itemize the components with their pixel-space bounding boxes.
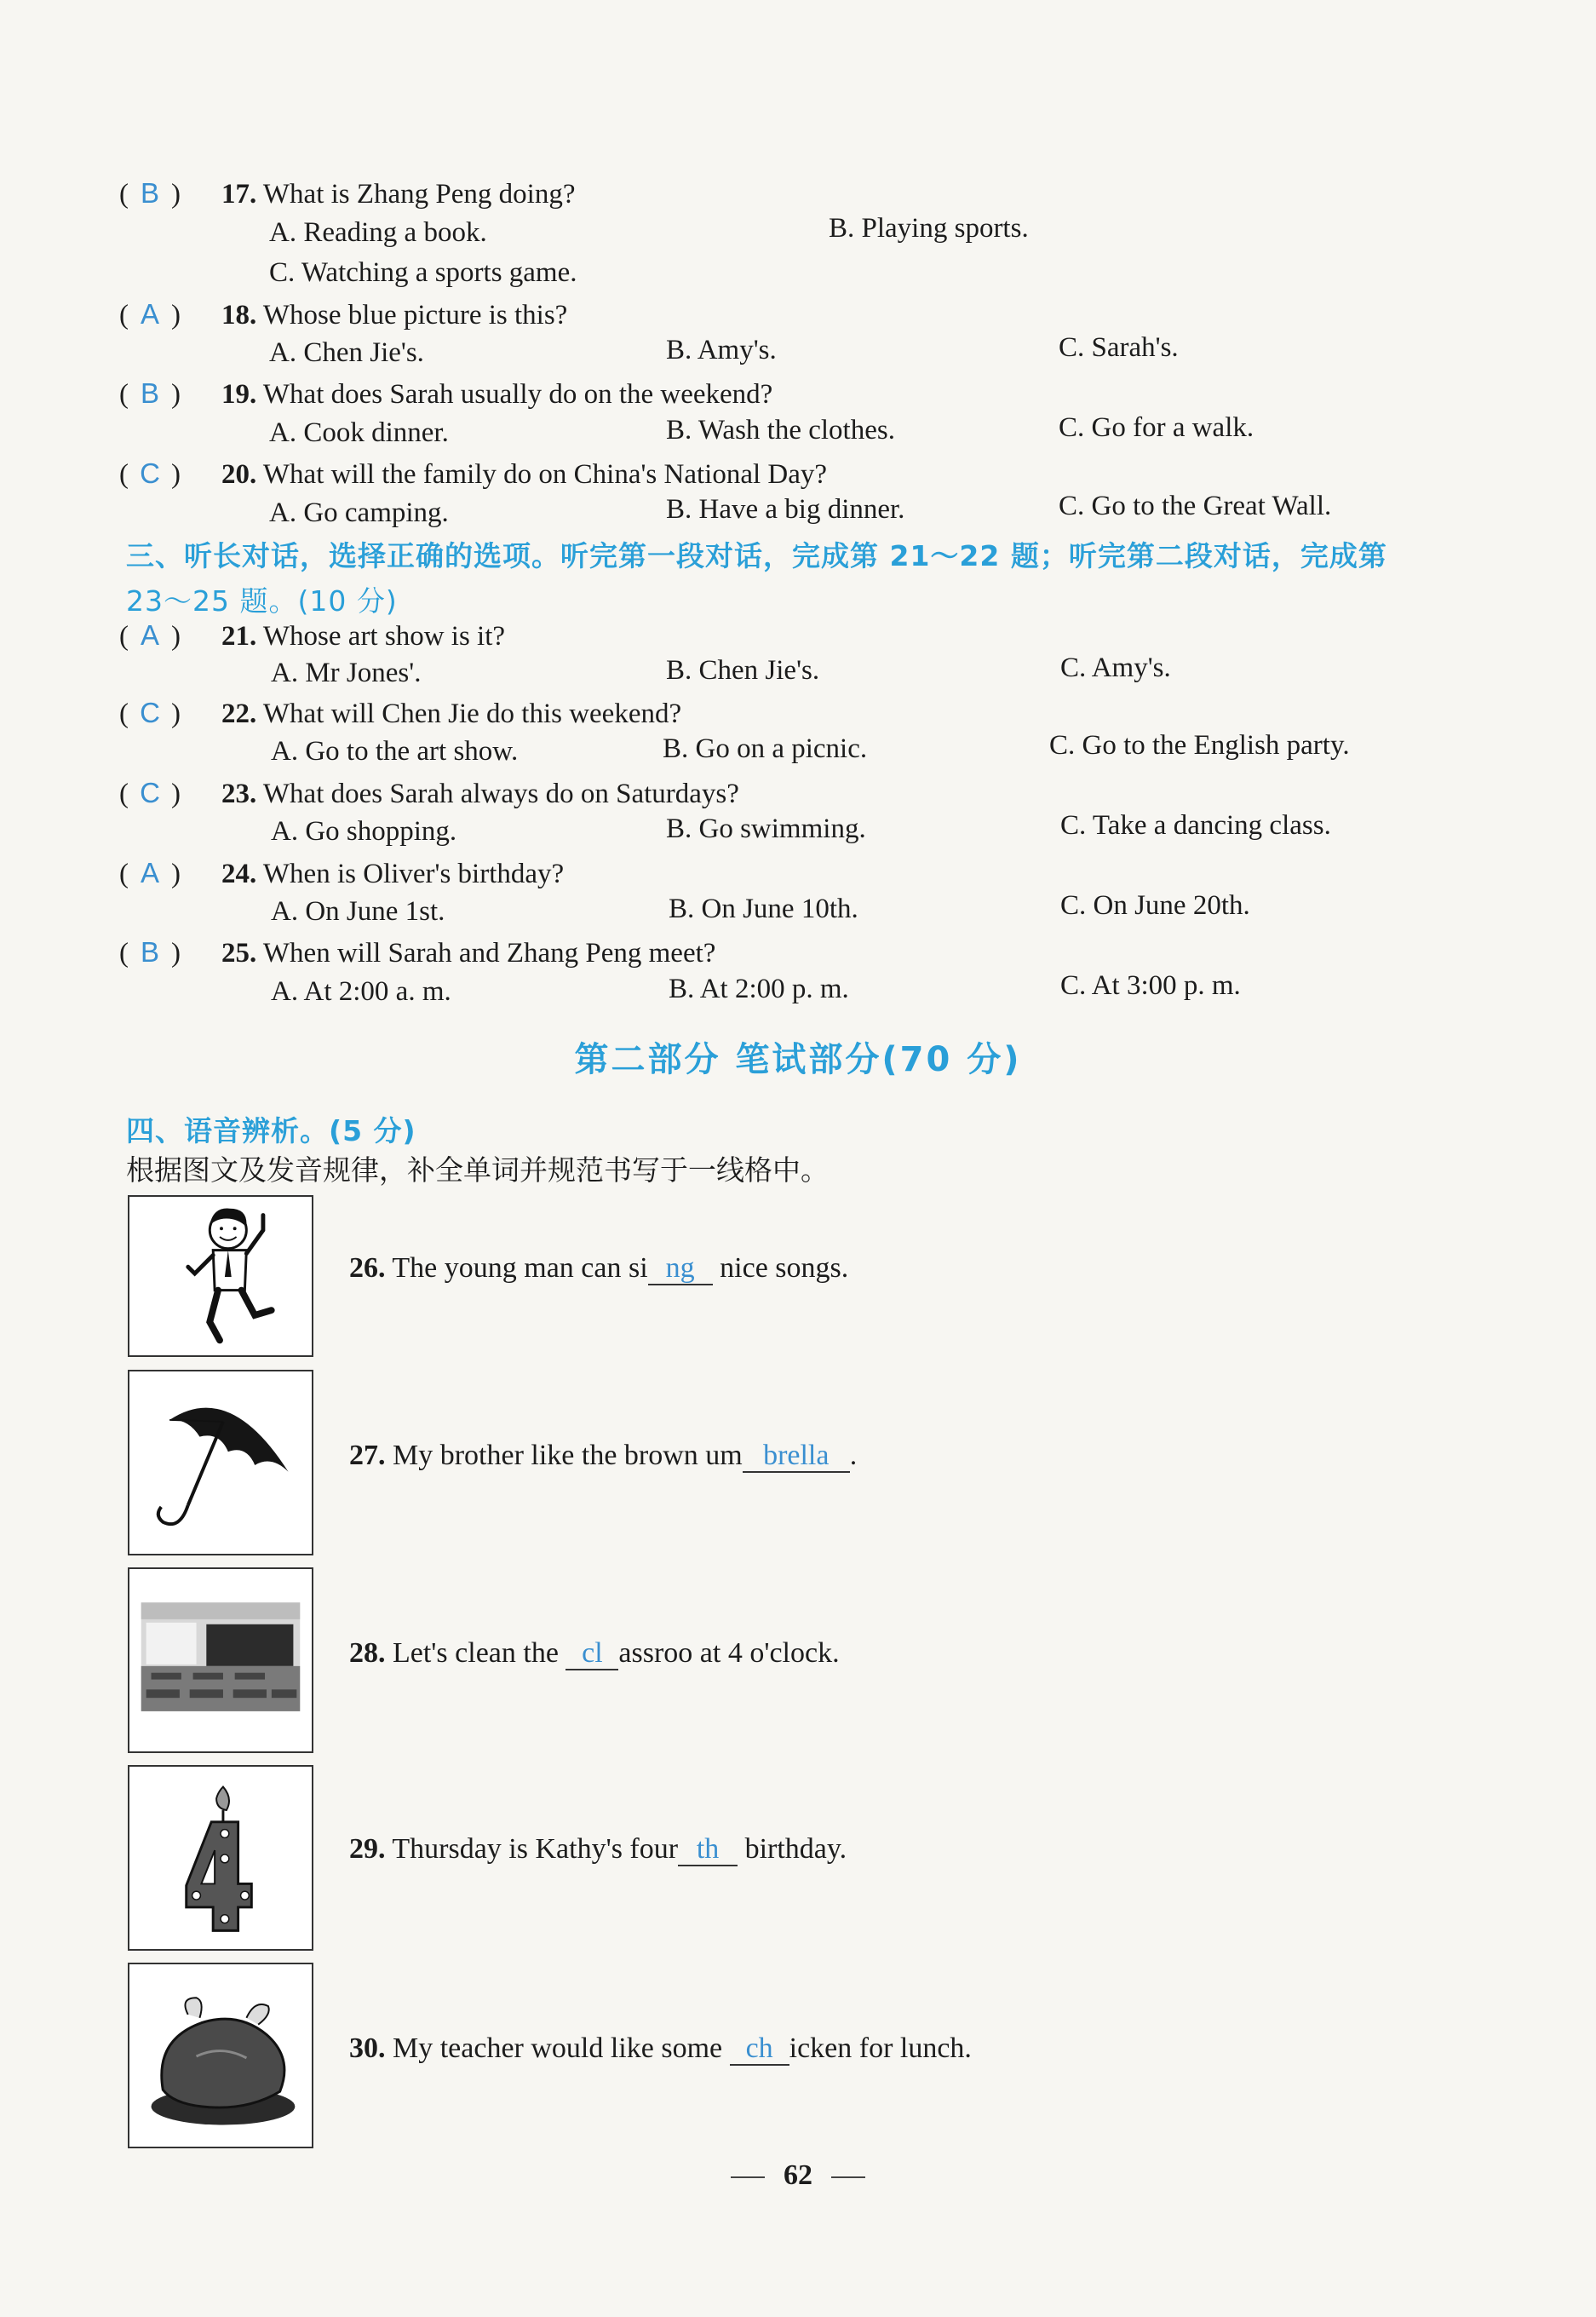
question-18: ( A ) 18. Whose blue picture is this? <box>119 298 568 331</box>
option-b: B. At 2:00 p. m. <box>669 974 849 1004</box>
option-c: C. On June 20th. <box>1060 890 1250 921</box>
question-number: 24 <box>221 859 250 889</box>
answer-blank-30: ch <box>730 2032 789 2066</box>
question-number: 19 <box>221 379 250 410</box>
option-a: A. Chen Jie's. <box>269 337 424 368</box>
roast-chicken-icon <box>129 1964 312 2147</box>
answer-blank-28: cl <box>565 1637 618 1670</box>
item-text-after: birthday. <box>744 1833 847 1865</box>
option-b: B. On June 10th. <box>669 894 858 924</box>
option-c: C. Go for a walk. <box>1059 412 1254 443</box>
option-c: C. Amy's. <box>1060 653 1171 683</box>
option-c: C. Watching a sports game. <box>269 257 577 288</box>
answer-21: A <box>140 619 159 651</box>
picture-28 <box>128 1567 313 1753</box>
question-23: ( C ) 23. What does Sarah always do on Saturdays? <box>119 777 739 809</box>
dancing-boy-icon <box>129 1197 312 1355</box>
option-a: A. Reading a book. <box>269 217 487 248</box>
answer-19: B <box>140 377 159 409</box>
option-a: A. On June 1st. <box>271 896 445 927</box>
question-number: 18 <box>221 300 250 331</box>
item-text-before: The young man can si <box>392 1252 648 1284</box>
answer-20: C <box>140 457 160 489</box>
option-a: A. Mr Jones'. <box>271 658 422 688</box>
item-text-before: My brother like the brown um <box>393 1440 743 1471</box>
question-text: What does Sarah usually do on the weekend? <box>262 379 773 410</box>
question-text: Whose blue picture is this? <box>262 300 568 331</box>
dash-right <box>831 2176 865 2178</box>
question-text: When will Sarah and Zhang Peng meet? <box>262 938 716 969</box>
option-c: C. At 3:00 p. m. <box>1060 970 1241 1001</box>
item-number: 28. <box>349 1637 386 1669</box>
answer-17: B <box>140 177 159 209</box>
question-24: ( A ) 24. When is Oliver's birthday? <box>119 857 565 889</box>
question-number: 25 <box>221 938 250 969</box>
item-text-before: Thursday is Kathy's four <box>392 1833 679 1865</box>
option-b: B. Go swimming. <box>666 814 866 844</box>
section-3-heading-line2: 23～25 题。(10 分) <box>126 584 398 618</box>
phonics-item-29 <box>349 1833 847 1866</box>
dash-left <box>731 2176 765 2178</box>
option-c: C. Sarah's. <box>1059 332 1179 363</box>
item-number: 29. <box>349 1833 386 1865</box>
picture-30 <box>128 1963 313 2148</box>
option-c: C. Go to the Great Wall. <box>1059 491 1332 521</box>
question-text: What will Chen Jie do this weekend? <box>262 699 682 729</box>
answer-18: A <box>140 298 159 330</box>
question-text: What does Sarah always do on Saturdays? <box>262 779 739 809</box>
question-17: ( B ) 17. What is Zhang Peng doing? <box>119 177 576 210</box>
item-text-after: assroo at 4 o'clock. <box>618 1637 840 1669</box>
option-a: A. Go camping. <box>269 497 449 528</box>
option-b: B. Wash the clothes. <box>666 415 895 446</box>
question-number: 17 <box>221 179 250 210</box>
question-text: Whose art show is it? <box>262 621 506 652</box>
option-a: A. Go shopping. <box>271 816 457 847</box>
item-number: 30. <box>349 2032 386 2064</box>
page-number <box>0 2159 1596 2192</box>
item-text-after: . <box>849 1440 858 1471</box>
option-a: A. Go to the art show. <box>271 736 519 767</box>
item-number: 27. <box>349 1440 386 1471</box>
page-number-text: 62 <box>784 2159 812 2191</box>
question-text: What will the family do on China's National Day? <box>262 459 828 490</box>
question-number: 22 <box>221 699 250 729</box>
picture-27 <box>128 1370 313 1555</box>
question-text: What is Zhang Peng doing? <box>262 179 576 210</box>
answer-22: C <box>140 697 160 728</box>
candle-four-icon <box>129 1767 312 1949</box>
option-b: B. Chen Jie's. <box>666 655 820 686</box>
option-b: B. Go on a picnic. <box>663 733 868 764</box>
option-c: C. Go to the English party. <box>1049 730 1350 761</box>
answer-blank-26: ng <box>648 1252 713 1285</box>
question-number: 21 <box>221 621 250 652</box>
phonics-item-27 <box>349 1440 857 1473</box>
answer-blank-27: brella <box>743 1440 850 1473</box>
question-22: ( C ) 22. What will Chen Jie do this weekend? <box>119 697 682 729</box>
question-number: 20 <box>221 459 250 490</box>
item-number: 26. <box>349 1252 386 1284</box>
picture-29 <box>128 1765 313 1951</box>
question-21: ( A ) 21. Whose art show is it? <box>119 619 506 652</box>
section-4-heading: 四、语音辨析。(5 分) <box>126 1114 416 1147</box>
item-text-after: nice songs. <box>720 1252 849 1284</box>
section-3-heading-line1: 三、听长对话，选择正确的选项。听完第一段对话，完成第 21～22 题；听完第二段对话，完成第 <box>126 539 1387 572</box>
option-b: B. Amy's. <box>666 335 777 365</box>
answer-24: A <box>140 857 159 888</box>
phonics-item-30 <box>349 2032 972 2066</box>
question-20: ( C ) 20. What will the family do on China's National Day? <box>119 457 828 490</box>
question-19: ( B ) 19. What does Sarah usually do on the weekend? <box>119 377 773 410</box>
part-2-title: 第二部分 笔试部分(70 分) <box>574 1040 1022 1079</box>
question-25: ( B ) 25. When will Sarah and Zhang Peng meet? <box>119 936 716 969</box>
item-text-after: icken for lunch. <box>789 2032 972 2064</box>
section-4-instruction: 根据图文及发音规律，补全单词并规范书写于一线格中。 <box>126 1153 829 1187</box>
classroom-icon <box>129 1569 312 1751</box>
option-a: A. At 2:00 a. m. <box>271 976 451 1007</box>
answer-blank-29: th <box>678 1833 738 1866</box>
question-text: When is Oliver's birthday? <box>262 859 565 889</box>
option-b: B. Playing sports. <box>829 213 1029 244</box>
option-a: A. Cook dinner. <box>269 417 449 448</box>
option-b: B. Have a big dinner. <box>666 494 905 525</box>
item-text-before: My teacher would like some <box>393 2032 730 2064</box>
answer-23: C <box>140 777 160 808</box>
answer-25: B <box>140 936 159 968</box>
option-c: C. Take a dancing class. <box>1060 810 1331 841</box>
phonics-item-28 <box>349 1637 840 1670</box>
question-number: 23 <box>221 779 250 809</box>
phonics-item-26 <box>349 1252 848 1285</box>
picture-26 <box>128 1195 313 1357</box>
umbrella-icon <box>129 1371 312 1554</box>
item-text-before: Let's clean the <box>393 1637 566 1669</box>
